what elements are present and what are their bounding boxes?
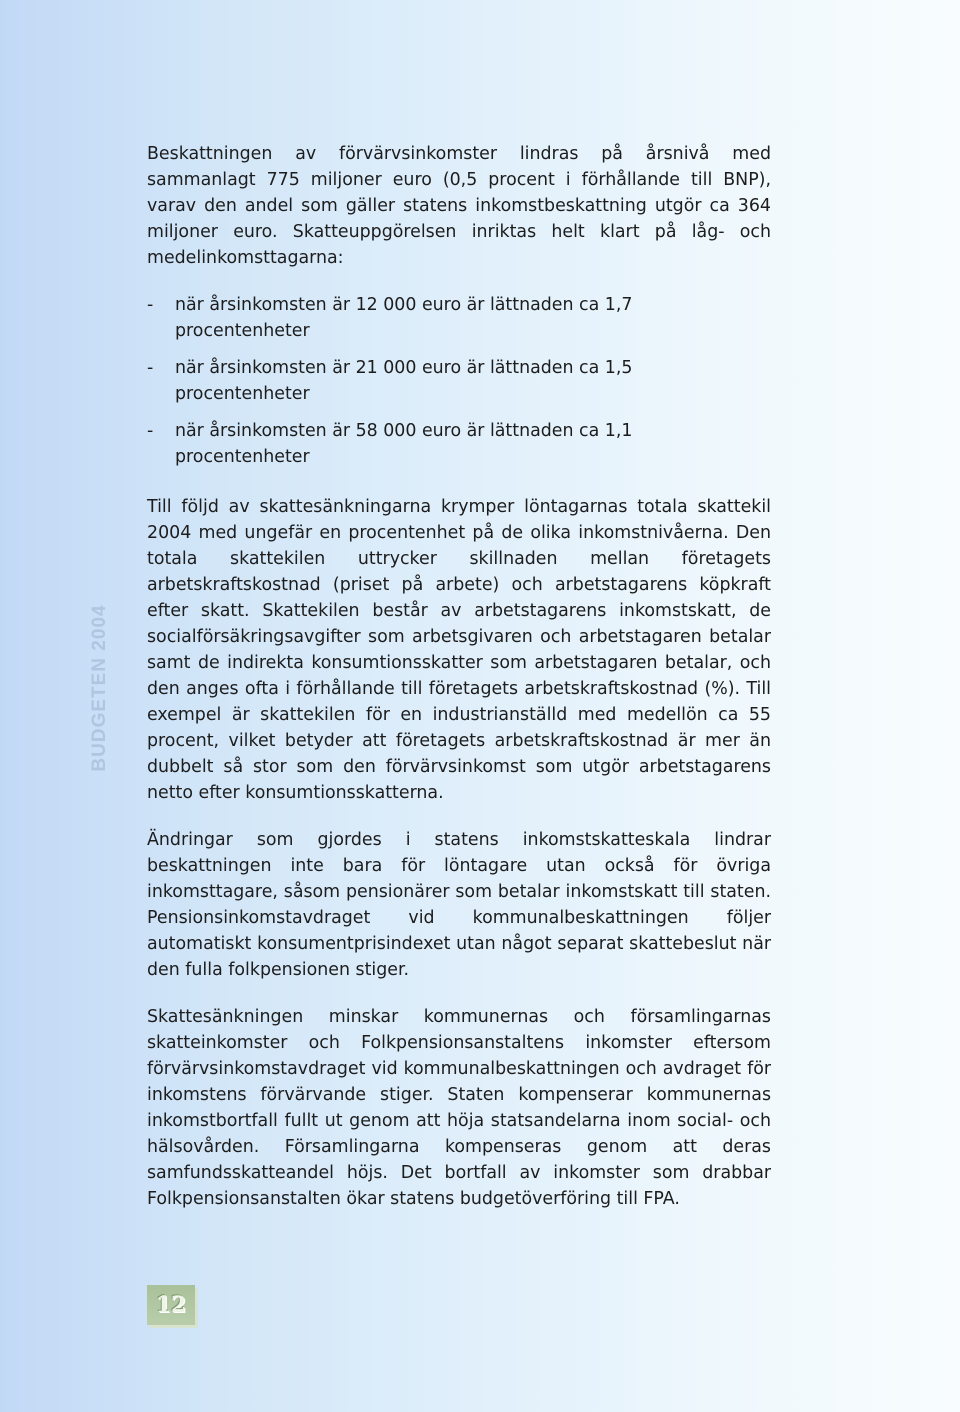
list-item-text: när årsinkomsten är 58 000 euro är lättnaden ca 1,1 procentenheter [175,421,633,467]
changes-paragraph [147,827,771,983]
page-number-badge [147,1285,195,1325]
list-dash: - [147,421,154,441]
tax-wedge-text: Till följd av skattesänkningarna krymper löntagarnas totala skattekil 2004 med ungefär en procentenhet på de olika inkomstnivåerna. Den totala skattekilen uttrycker skillnaden mellan företagets arbetskraftskostnad (priset på arbete) och arbetstagarens köpkraft efter skatt. Skattekilen består av arbetstagarens inkomstskatt, de socialförsäkringsavgifter som arbetsgivaren och arbetstagaren betalar samt de indirekta konsumtionsskatter som arbetstagaren betalar, och den anges ofta i förhållande till företagets arbetskraftskostnad (%). Till exempel är skattekilen för en industrianställd med medellön ca 55 procent, vilket betyder att företagets arbetskraftskostnad är mer än dubbelt så stor som den förvärvsinkomst som utgör arbetstagarens netto efter konsumtionsskatterna. [147,497,771,803]
list-item [147,418,771,470]
municipalities-text: Skattesänkningen minskar kommunernas och församlingarnas skatteinkomster och Folkpensionsanstaltens inkomster eftersom förvärvsinkomstavdraget vid kommunalbeskattningen och avdraget för inkomstens förvärvande stiger. Staten kompenserar kommunernas inkomstbortfall fullt ut genom att höja statsandelarna inom social- och hälsovården. Församlingarna kompenseras genom att deras samfundsskatteandel höjs. Det bortfall av inkomster som drabbar Folkpensionsanstalten ökar statens budgetöverföring till FPA. [147,1007,771,1209]
tax-wedge-paragraph [147,494,771,806]
intro-text: Beskattningen av förvärvsinkomster lindras på årsnivå med sammanlagt 775 miljoner euro (0,5 procent i förhållande till BNP), varav den andel som gäller statens inkomstbeskattning utgör ca 364 miljoner euro. Skatteuppgörelsen inriktas helt klart på låg- och medelinkomsttagarna: [147,144,771,268]
page-number: 12 [155,1292,187,1318]
list-item [147,292,771,344]
municipalities-paragraph [147,1004,771,1212]
relief-list [147,292,771,481]
intro-paragraph [147,141,771,271]
list-dash: - [147,295,154,315]
changes-text: Ändringar som gjordes i statens inkomstskatteskala lindrar beskattningen inte bara för löntagare utan också för övriga inkomsttagare, såsom pensionärer som betalar inkomstskatt till staten. Pensionsinkomstavdraget vid kommunalbeskattningen följer automatiskt konsumentprisindexet utan något separat skattebeslut när den fulla folkpensionen stiger. [147,830,771,980]
list-item-text: när årsinkomsten är 12 000 euro är lättnaden ca 1,7 procentenheter [175,295,633,341]
side-running-title [80,598,120,778]
list-item [147,355,771,407]
side-running-title-text: BUDGETEN 2004 [89,604,110,772]
list-dash: - [147,358,154,378]
list-item-text: när årsinkomsten är 21 000 euro är lättnaden ca 1,5 procentenheter [175,358,633,404]
